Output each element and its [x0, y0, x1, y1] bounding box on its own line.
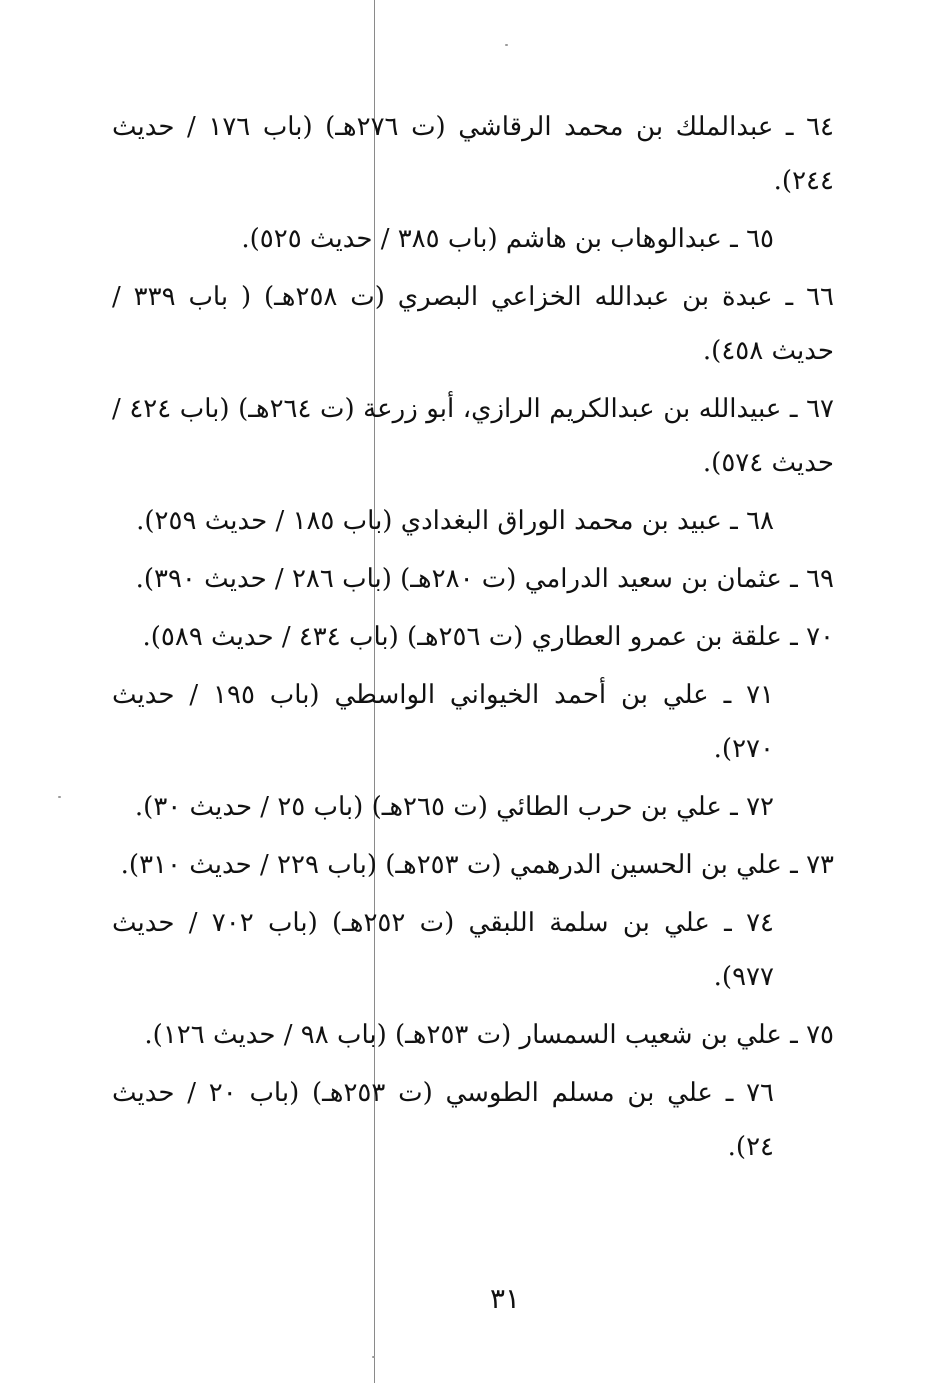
scan-speck [372, 1356, 375, 1358]
narrator-entry: ٦٤ ـ عبدالملك بن محمد الرقاشي (ت ٢٧٦هـ) (باب ١٧٦ / حديث ٢٤٤). [112, 112, 834, 196]
narrator-entry: ٧٢ ـ علي بن حرب الطائي (ت ٢٦٥هـ) (باب ٢٥ / حديث ٣٠). [134, 792, 774, 822]
narrator-entry: ٧٦ ـ علي بن مسلم الطوسي (ت ٢٥٣هـ) (باب ٢٠ / حديث ٢٤). [112, 1078, 775, 1162]
narrator-entry: ٦٨ ـ عبيد بن محمد الوراق البغدادي (باب ١٨٥ / حديث ٢٥٩). [136, 506, 774, 536]
narrator-entry: ٧٣ ـ علي بن الحسين الدرهمي (ت ٢٥٣هـ) (باب ٢٢٩ / حديث ٣١٠). [120, 850, 834, 880]
scan-speck [58, 796, 61, 798]
narrator-list [112, 100, 834, 1178]
narrator-entry: ٧٥ ـ علي بن شعيب السمسار (ت ٢٥٣هـ) (باب ٩٨ / حديث ١٢٦). [144, 1020, 834, 1050]
narrator-entry: ٦٩ ـ عثمان بن سعيد الدرامي (ت ٢٨٠هـ) (باب ٢٨٦ / حديث ٣٩٠). [135, 564, 834, 594]
narrator-entry: ٦٧ ـ عبيدالله بن عبدالكريم الرازي، أبو زرعة (ت ٢٦٤هـ) (باب ٤٢٤ / حديث ٥٧٤). [112, 394, 834, 478]
narrator-entry: ٧٠ ـ علقة بن عمرو العطاري (ت ٢٥٦هـ) (باب ٤٣٤ / حديث ٥٨٩). [142, 622, 834, 652]
page-number: ٣١ [489, 1282, 521, 1315]
narrator-entry: ٧١ ـ علي بن أحمد الخيواني الواسطي (باب ١٩٥ / حديث ٢٧٠). [112, 680, 775, 764]
narrator-entry: ٧٤ ـ علي بن سلمة اللبقي (ت ٢٥٢هـ) (باب ٧٠٢ / حديث ٩٧٧). [112, 908, 774, 992]
scan-speck [505, 44, 508, 46]
narrator-entry: ٦٥ ـ عبدالوهاب بن هاشم (باب ٣٨٥ / حديث ٥٢٥). [241, 224, 774, 254]
narrator-entry: ٦٦ ـ عبدة بن عبدالله الخزاعي البصري (ت ٢٥٨هـ) ( باب ٣٣٩ / حديث ٤٥٨). [112, 282, 834, 366]
